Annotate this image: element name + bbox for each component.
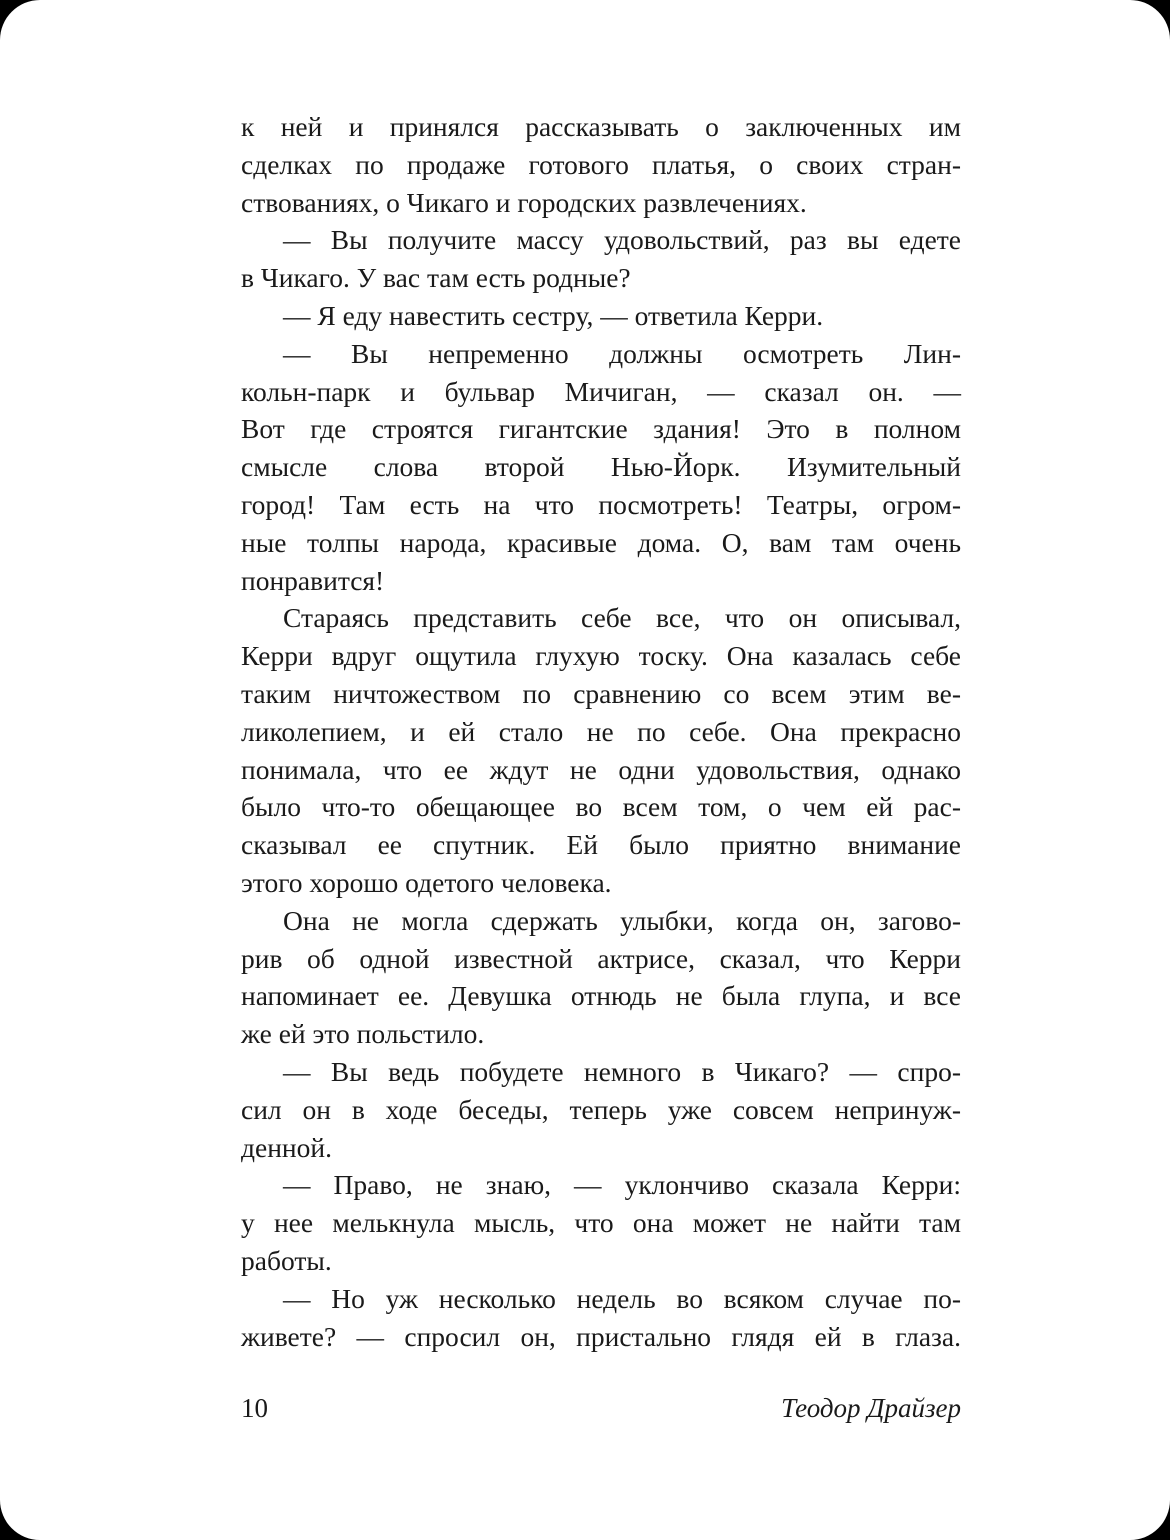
text-line: таким ничтожеством по сравнению со всем этим ве-: [241, 677, 961, 709]
text-line: — Вы ведь побудете немного в Чикаго? — спро-: [283, 1055, 961, 1087]
text-line: город! Там есть на что посмотреть! Театры, огром-: [241, 488, 961, 520]
text-line: Стараясь представить себе все, что он описывал,: [283, 602, 961, 634]
text-line: Она не могла сдержать улыбки, когда он, загово-: [283, 904, 961, 936]
text-line: — Я еду навестить сестру, — ответила Керри.: [283, 299, 824, 331]
text-line: напоминает ее. Девушка отнюдь не была глупа, и все: [241, 980, 961, 1012]
text-line: Вот где строятся гигантские здания! Это в полном: [241, 413, 961, 445]
text-line: этого хорошо одетого человека.: [241, 866, 612, 898]
text-line: ные толпы народа, красивые дома. О, вам там очень: [241, 526, 961, 558]
text-line: смысле слова второй Нью-Йорк. Изумительный: [241, 451, 961, 483]
text-line: понимала, что ее ждут не одни удовольствия, однако: [241, 753, 961, 785]
text-line: кольн-парк и бульвар Мичиган, — сказал он. —: [241, 375, 961, 407]
text-line: сказывал ее спутник. Ей было приятно внимание: [241, 829, 961, 861]
text-line: понравится!: [241, 564, 385, 596]
text-line: — Вы непременно должны осмотреть Лин-: [283, 337, 961, 369]
text-line: ликолепием, и ей стало не по себе. Она прекрасно: [241, 715, 961, 747]
running-footer-author: Теодор Драйзер: [781, 1393, 961, 1423]
text-line: было что-то обещающее во всем том, о чем ей рас-: [241, 791, 961, 823]
text-line: живете? — спросил он, пристально глядя ей в глаза.: [241, 1320, 961, 1352]
text-line: в Чикаго. У вас там есть родные?: [241, 262, 631, 294]
page-number: 10: [241, 1393, 268, 1423]
text-line: ствованиях, о Чикаго и городских развлечениях.: [241, 186, 807, 218]
text-line: денной.: [241, 1131, 332, 1163]
text-line: сил он в ходе беседы, теперь уже совсем непринуж-: [241, 1093, 961, 1125]
text-line: сделках по продаже готового платья, о своих стран-: [241, 148, 961, 180]
text-line: же ей это польстило.: [241, 1018, 485, 1050]
text-line: Керри вдруг ощутила глухую тоску. Она казалась себе: [241, 640, 961, 672]
text-line: — Но уж несколько недель во всяком случае по-: [283, 1282, 961, 1314]
text-line: к ней и принялся рассказывать о заключенных им: [241, 111, 961, 142]
text-line: — Право, не знаю, — уклончиво сказала Керри:: [283, 1169, 961, 1201]
body-text: [241, 108, 961, 1355]
text-line: работы.: [241, 1244, 332, 1276]
text-line: рив об одной известной актрисе, сказал, что Керри: [241, 942, 961, 974]
text-line: — Вы получите массу удовольствий, раз вы едете: [283, 224, 961, 256]
text-line: у нее мелькнула мысль, что она может не найти там: [241, 1207, 961, 1239]
